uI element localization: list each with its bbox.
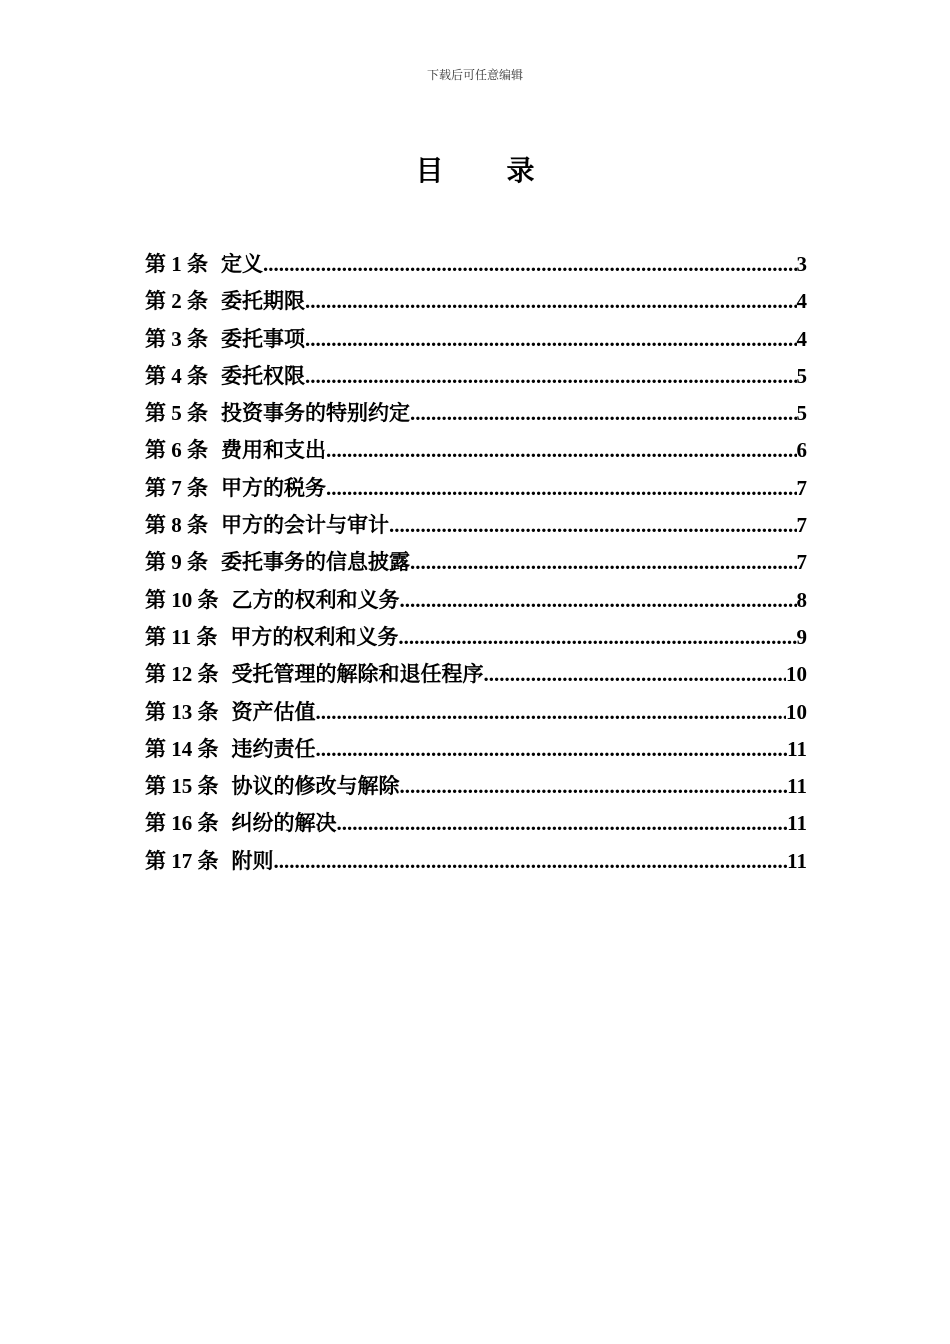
toc-dot-leader — [398, 619, 796, 656]
toc-entry-page: 9 — [796, 624, 807, 649]
toc-dot-leader — [326, 432, 797, 469]
toc-dot-leader — [337, 805, 788, 842]
toc-dot-leader — [305, 358, 797, 395]
toc-entry-page: 11 — [787, 736, 807, 761]
toc-entry-title: 协议的修改与解除 — [231, 774, 400, 799]
toc-entry-page: 7 — [796, 475, 807, 500]
toc-entry-page: 11 — [787, 848, 807, 873]
toc-dot-leader — [305, 283, 797, 320]
toc-entry[interactable] — [145, 246, 807, 283]
toc-entry-title: 委托事项 — [221, 326, 305, 351]
toc-entry-number: 第 9 条 — [145, 550, 208, 575]
toc-entry-number: 第 5 条 — [145, 401, 208, 426]
toc-dot-leader — [389, 507, 797, 544]
toc-entry-page: 11 — [787, 811, 807, 836]
toc-dot-leader — [326, 470, 797, 507]
toc-entry[interactable] — [145, 619, 807, 656]
toc-entry[interactable] — [145, 470, 807, 507]
toc-entry[interactable] — [145, 358, 807, 395]
toc-entry[interactable] — [145, 507, 807, 544]
toc-entry-number: 第 4 条 — [145, 363, 208, 388]
toc-entry-title: 违约责任 — [231, 736, 316, 761]
toc-entry[interactable] — [145, 656, 807, 693]
toc-entry-title: 受托管理的解除和退任程序 — [231, 662, 484, 687]
toc-dot-leader — [484, 656, 787, 693]
toc-title: 目 录 — [415, 155, 563, 187]
toc-entry-number: 第 6 条 — [145, 438, 208, 463]
toc-entry-page: 4 — [796, 326, 807, 351]
toc-dot-leader — [410, 544, 797, 581]
toc-entry[interactable] — [145, 843, 807, 880]
toc-entry-number: 第 13 条 — [145, 699, 219, 724]
toc-entry-number: 第 3 条 — [145, 326, 208, 351]
toc-entry-title: 委托事务的信息披露 — [221, 550, 410, 575]
toc-dot-leader — [263, 246, 797, 283]
toc-dot-leader — [410, 395, 797, 432]
toc-dot-leader — [400, 768, 788, 805]
toc-list — [145, 246, 807, 880]
toc-dot-leader — [316, 694, 787, 731]
toc-entry[interactable] — [145, 395, 807, 432]
toc-entry-number: 第 10 条 — [145, 587, 219, 612]
toc-entry-page: 4 — [796, 289, 807, 314]
toc-entry-title: 甲方的会计与审计 — [221, 513, 389, 538]
toc-entry-page: 7 — [796, 513, 807, 538]
toc-entry[interactable] — [145, 321, 807, 358]
toc-entry-number: 第 8 条 — [145, 513, 208, 538]
toc-entry[interactable] — [145, 805, 807, 842]
toc-entry-number: 第 2 条 — [145, 289, 208, 314]
toc-entry-page: 11 — [787, 774, 807, 799]
toc-entry-title: 委托期限 — [221, 289, 305, 314]
toc-entry-title: 甲方的税务 — [221, 475, 326, 500]
toc-dot-leader — [316, 731, 788, 768]
toc-dot-leader — [274, 843, 788, 880]
toc-entry-page: 3 — [796, 252, 807, 276]
toc-entry-number: 第 12 条 — [145, 662, 219, 687]
toc-entry-page: 10 — [786, 699, 807, 724]
toc-entry[interactable] — [145, 283, 807, 320]
toc-entry-number: 第 16 条 — [145, 811, 219, 836]
toc-entry-number: 第 11 条 — [145, 624, 218, 649]
toc-entry-page: 5 — [796, 401, 807, 426]
toc-entry-number: 第 1 条 — [145, 252, 208, 276]
header-note: 下载后可任意编辑 — [426, 68, 523, 82]
toc-entry-number: 第 7 条 — [145, 475, 208, 500]
toc-entry-title: 资产估值 — [231, 699, 316, 724]
toc-entry-title: 委托权限 — [221, 363, 305, 388]
toc-entry-title: 费用和支出 — [221, 438, 326, 463]
toc-entry-title: 纠纷的解决 — [231, 811, 337, 836]
toc-entry-title: 乙方的权利和义务 — [231, 587, 400, 612]
toc-entry-title: 附则 — [231, 848, 274, 873]
toc-entry-number: 第 17 条 — [145, 848, 219, 873]
toc-entry-title: 投资事务的特别约定 — [221, 401, 410, 426]
toc-entry-page: 8 — [796, 587, 807, 612]
toc-entry[interactable] — [145, 731, 807, 768]
toc-dot-leader — [400, 582, 797, 619]
toc-entry[interactable] — [145, 768, 807, 805]
toc-entry-number: 第 15 条 — [145, 774, 219, 799]
toc-dot-leader — [305, 321, 797, 358]
toc-entry[interactable] — [145, 582, 807, 619]
toc-entry-number: 第 14 条 — [145, 736, 219, 761]
toc-entry[interactable] — [145, 432, 807, 469]
toc-entry-title: 定义 — [221, 252, 263, 276]
toc-entry-page: 5 — [796, 363, 807, 388]
toc-entry-title: 甲方的权利和义务 — [230, 624, 399, 649]
toc-entry[interactable] — [145, 544, 807, 581]
toc-entry-page: 10 — [786, 662, 807, 687]
toc-entry[interactable] — [145, 694, 807, 731]
toc-entry-page: 6 — [796, 438, 807, 463]
toc-entry-page: 7 — [796, 550, 807, 575]
